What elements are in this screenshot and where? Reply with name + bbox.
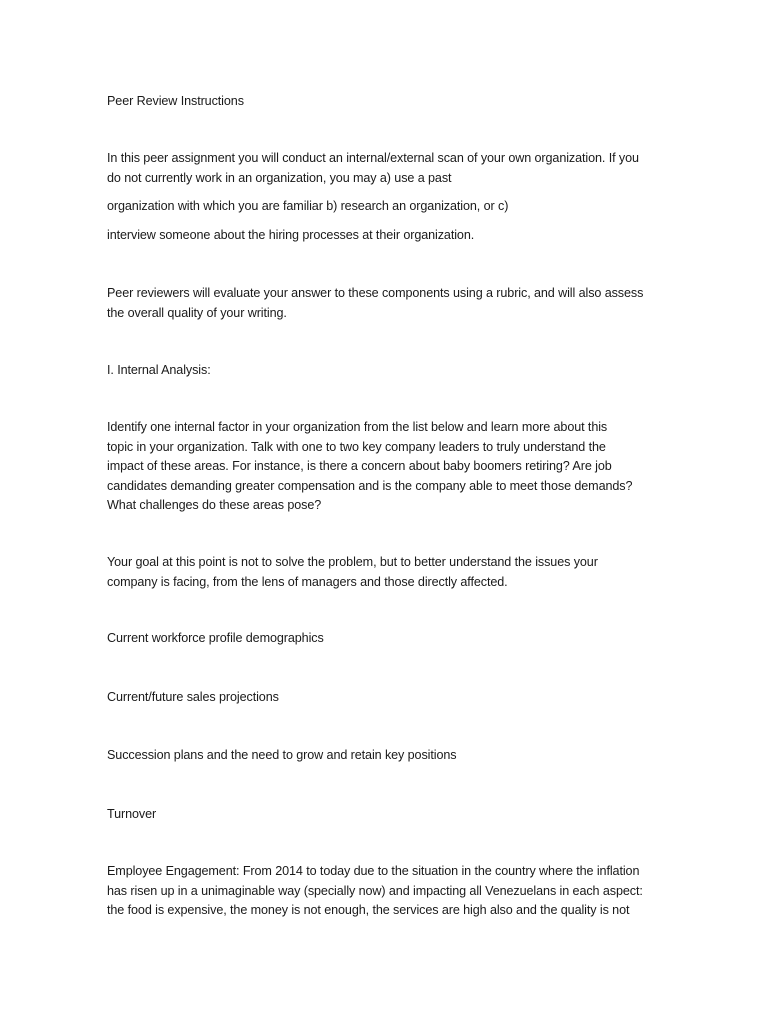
factor-item: Current/future sales projections	[107, 690, 279, 704]
identify-line: impact of these areas. For instance, is there a concern about baby boomers retiring? Are job	[107, 459, 612, 474]
intro-line-2: organization with which you are familiar b) research an organization, or c)	[107, 199, 509, 213]
engagement-line: Employee Engagement: From 2014 to today due to the situation in the country where the inflation	[107, 864, 640, 878]
factor-item: Turnover	[107, 807, 157, 821]
engagement-line: has risen up in a unimaginable way (specially now) and impacting all Venezuelans in each aspect:	[107, 883, 643, 898]
document-title: Peer Review Instructions	[107, 94, 244, 108]
section-heading: I. Internal Analysis:	[107, 363, 211, 377]
identify-line: candidates demanding greater compensation and is the company able to meet those demands?	[107, 478, 633, 493]
intro-line-3: interview someone about the hiring processes at their organization.	[107, 228, 475, 242]
goal-line: company is facing, from the lens of managers and those directly affected.	[107, 574, 508, 589]
engagement-line: the food is expensive, the money is not enough, the services are high also and the quality is not	[107, 903, 630, 918]
identify-line: Identify one internal factor in your organization from the list below and learn more about this	[107, 420, 608, 434]
identify-paragraph	[107, 418, 663, 516]
factor-item: Succession plans and the need to grow and retain key positions	[107, 748, 457, 762]
intro-line: do not currently work in an organization, you may a) use a past	[107, 170, 452, 185]
goal-paragraph	[107, 553, 663, 592]
reviewers-line: the overall quality of your writing.	[107, 305, 287, 320]
intro-line: In this peer assignment you will conduct an internal/external scan of your own organization. If you	[107, 151, 639, 165]
goal-line: Your goal at this point is not to solve the problem, but to better understand the issues your	[107, 555, 598, 569]
factor-item: Current workforce profile demographics	[107, 631, 324, 645]
identify-line: topic in your organization. Talk with one to two key company leaders to truly understand the	[107, 439, 606, 454]
reviewers-line: Peer reviewers will evaluate your answer to these components using a rubric, and will also assess	[107, 286, 644, 300]
engagement-paragraph	[107, 862, 663, 921]
reviewers-paragraph	[107, 284, 663, 323]
intro-paragraph	[107, 149, 663, 188]
identify-line: What challenges do these areas pose?	[107, 498, 322, 513]
